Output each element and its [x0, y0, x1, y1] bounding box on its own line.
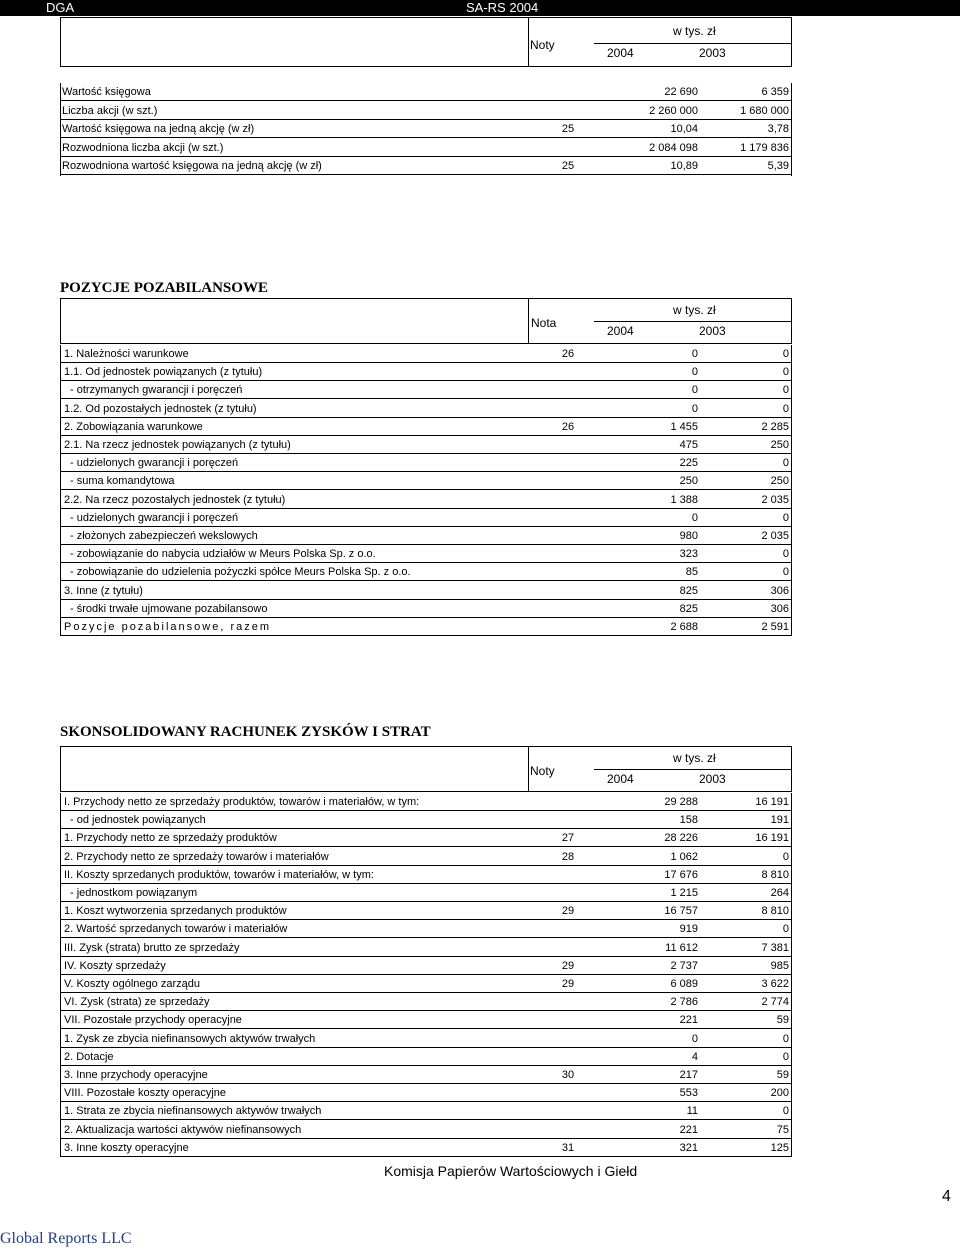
header-left: DGA: [46, 0, 75, 15]
table-row: [0, 491, 960, 509]
table-row: [0, 811, 960, 829]
table1-year2: 2003: [699, 46, 726, 60]
table-row: [0, 563, 960, 581]
row-value-2004: 1 215: [670, 887, 698, 899]
row-value-2004: 16 757: [664, 905, 698, 918]
row-value-2004: 11: [686, 1105, 698, 1118]
row-label: 2.1. Na rzecz jednostek powiązanych (z tytułu): [64, 439, 291, 451]
row-value-2004: 2 688: [670, 621, 698, 633]
table-row: [0, 957, 960, 975]
row-value-2003: 3 622: [761, 978, 789, 990]
table-row: [0, 1066, 960, 1084]
row-label: Wartość księgowa: [62, 86, 151, 98]
row-value-2003: 8 810: [761, 905, 789, 918]
row-value-2003: 75: [776, 1123, 789, 1136]
row-note: 25: [561, 160, 575, 172]
row-value-2004: 0: [691, 402, 698, 415]
row-label: I. Przychody netto ze sprzedaży produktów, towarów i materiałów, w tym:: [64, 796, 420, 808]
row-label: 1.2. Od pozostałych jednostek (z tytułu): [64, 402, 257, 415]
table-row: [0, 1139, 960, 1157]
row-label: - zobowiązanie do nabycia udziałów w Meurs Polska Sp. z o.o.: [70, 548, 376, 561]
table1-note-header: Noty: [530, 38, 555, 52]
row-value-2004: 1 062: [670, 850, 698, 863]
row-value-2004: 2 737: [670, 959, 698, 972]
row-label: II. Koszty sprzedanych produktów, towarów i materiałów, w tym:: [64, 868, 374, 881]
row-value-2004: 1 388: [670, 493, 698, 506]
row-note: 26: [561, 348, 575, 360]
row-value-2004: 1 455: [670, 420, 698, 433]
row-value-2004: 2 260 000: [649, 104, 698, 117]
row-value-2004: 321: [679, 1141, 698, 1154]
row-label: Rozwodniona wartość księgowa na jedną akcję (w zł): [62, 160, 322, 172]
row-label: - jednostkom powiązanym: [70, 887, 198, 899]
row-value-2004: 2 084 098: [649, 141, 698, 154]
table-row: [0, 600, 960, 618]
row-note: 25: [561, 123, 575, 135]
row-value-2003: 0: [782, 850, 789, 863]
table-row: [0, 939, 960, 957]
table1-year1: 2004: [607, 46, 634, 60]
table-row: [0, 120, 960, 138]
table-row: [0, 1048, 960, 1066]
table-row: [0, 363, 960, 381]
row-value-2003: 8 810: [761, 868, 789, 881]
row-label: 3. Inne (z tytułu): [64, 584, 143, 597]
row-value-2004: 4: [691, 1050, 698, 1063]
page-number: 4: [942, 1188, 951, 1205]
row-value-2004: 825: [679, 584, 698, 597]
table3-year2: 2003: [699, 772, 726, 786]
row-value-2004: 0: [691, 366, 698, 379]
row-value-2004: 6 089: [670, 978, 698, 990]
header-center: SA-RS 2004: [466, 0, 539, 15]
row-value-2003: 264: [770, 887, 789, 899]
table3-header-box: [60, 746, 792, 792]
row-value-2003: 2 285: [761, 420, 789, 433]
row-label: IV. Koszty sprzedaży: [64, 959, 166, 972]
row-label: 2. Aktualizacja wartości aktywów niefinansowych: [64, 1123, 302, 1136]
footer-text: Komisja Papierów Wartościowych i Giełd: [384, 1163, 638, 1179]
row-note: 30: [561, 1069, 575, 1081]
row-label: 1. Strata ze zbycia niefinansowych aktywów trwałych: [64, 1105, 322, 1118]
row-note: 29: [561, 978, 575, 990]
row-value-2003: 16 191: [755, 796, 789, 808]
row-label: 3. Inne koszty operacyjne: [64, 1141, 189, 1154]
row-value-2004: 2 786: [670, 996, 698, 1009]
table-row: [0, 472, 960, 490]
row-value-2003: 5,39: [767, 160, 789, 172]
row-value-2004: 10,04: [670, 123, 698, 135]
row-label: 1. Należności warunkowe: [64, 348, 189, 360]
row-label: V. Koszty ogólnego zarządu: [64, 978, 200, 990]
row-note: 31: [561, 1141, 575, 1154]
row-label: Liczba akcji (w szt.): [62, 104, 158, 117]
row-value-2003: 200: [770, 1087, 789, 1100]
row-value-2004: 0: [691, 1032, 698, 1045]
row-label: VII. Pozostałe przychody operacyjne: [64, 1014, 242, 1027]
row-label: - udzielonych gwarancji i poręczeń: [70, 511, 239, 524]
table2-year2: 2003: [699, 324, 726, 338]
row-label: 2. Zobowiązania warunkowe: [64, 420, 203, 433]
table2-year1: 2004: [607, 324, 634, 338]
table-row: [0, 866, 960, 884]
row-value-2003: 3,78: [767, 123, 789, 135]
row-value-2003: 0: [782, 402, 789, 415]
row-value-2003: 2 035: [761, 530, 789, 542]
row-value-2003: 0: [782, 1105, 789, 1118]
table-row: [0, 902, 960, 920]
table-row: [0, 793, 960, 811]
row-value-2003: 125: [770, 1141, 789, 1154]
row-label: - otrzymanych gwarancji i poręczeń: [70, 384, 243, 397]
row-label: 1.1. Od jednostek powiązanych (z tytułu): [64, 366, 263, 379]
table-row: [0, 400, 960, 418]
row-note: 28: [561, 850, 575, 863]
table-row: [0, 345, 960, 363]
row-value-2003: 1 179 836: [740, 141, 789, 154]
row-value-2003: 6 359: [761, 86, 789, 98]
row-note: 29: [561, 905, 575, 918]
table-row: [0, 975, 960, 993]
row-value-2004: 919: [679, 923, 698, 936]
row-value-2003: 0: [782, 566, 789, 579]
row-label: 2. Przychody netto ze sprzedaży towarów i materiałów: [64, 850, 329, 863]
table1-header-box: [60, 17, 792, 67]
row-value-2004: 0: [691, 348, 698, 360]
table-row: [0, 582, 960, 600]
table-row: [0, 1102, 960, 1120]
row-label: - udzielonych gwarancji i poręczeń: [70, 457, 239, 470]
table-row: [0, 1084, 960, 1102]
table2-note-header: Nota: [531, 316, 557, 330]
row-value-2003: 16 191: [755, 832, 789, 845]
table-row: [0, 993, 960, 1011]
row-value-2004: 85: [685, 566, 698, 579]
row-value-2003: 2 035: [761, 493, 789, 506]
row-value-2004: 250: [679, 475, 698, 488]
row-value-2003: 985: [770, 959, 789, 972]
row-value-2004: 0: [691, 384, 698, 397]
row-value-2004: 22 690: [664, 86, 698, 98]
row-value-2003: 250: [770, 475, 789, 488]
row-note: 29: [561, 959, 575, 972]
table-row: [0, 83, 960, 101]
row-value-2003: 0: [782, 511, 789, 524]
row-value-2003: 59: [776, 1014, 789, 1027]
row-label: - zobowiązanie do udzielenia pożyczki spółce Meurs Polska Sp. z o.o.: [70, 566, 411, 579]
row-value-2003: 191: [770, 814, 789, 827]
row-label: 1. Przychody netto ze sprzedaży produktów: [64, 832, 277, 845]
table-row: [0, 139, 960, 157]
table-row: [0, 848, 960, 866]
row-value-2003: 306: [770, 584, 789, 597]
table-row: [0, 1030, 960, 1048]
row-note: 26: [561, 420, 575, 433]
table-row: [0, 1121, 960, 1139]
row-label: 1. Zysk ze zbycia niefinansowych aktywów trwałych: [64, 1032, 316, 1045]
table-row: [0, 527, 960, 545]
row-label: VI. Zysk (strata) ze sprzedaży: [64, 996, 210, 1009]
row-label: Pozycje pozabilansowe, razem: [64, 621, 272, 633]
row-label: III. Zysk (strata) brutto ze sprzedaży: [64, 941, 240, 954]
row-value-2003: 2 591: [761, 621, 789, 633]
table2-header-box: [60, 298, 792, 344]
brand-watermark: Global Reports LLC: [0, 1230, 132, 1247]
row-value-2003: 0: [782, 1032, 789, 1045]
table3-unit: w tys. zł: [673, 751, 716, 765]
row-label: - suma komandytowa: [70, 475, 175, 488]
table2-unit: w tys. zł: [673, 303, 716, 317]
row-value-2003: 59: [776, 1069, 789, 1081]
row-value-2004: 825: [679, 602, 698, 615]
row-value-2003: 7 381: [761, 941, 789, 954]
row-value-2004: 158: [679, 814, 698, 827]
table-row: [0, 418, 960, 436]
row-value-2004: 29 288: [664, 796, 698, 808]
row-value-2003: 306: [770, 602, 789, 615]
table-row: [0, 884, 960, 902]
table3-note-header: Noty: [530, 764, 555, 778]
table-row: [0, 829, 960, 847]
row-value-2003: 0: [782, 366, 789, 379]
table-row: [0, 381, 960, 399]
row-label: 2. Wartość sprzedanych towarów i materiałów: [64, 923, 288, 936]
row-value-2004: 10,89: [670, 160, 698, 172]
row-value-2003: 2 774: [761, 996, 789, 1009]
table-row: [0, 102, 960, 120]
table-row: [0, 454, 960, 472]
table3-year1: 2004: [607, 772, 634, 786]
row-label: 3. Inne przychody operacyjne: [64, 1069, 208, 1081]
table-row: [0, 157, 960, 175]
row-label: VIII. Pozostałe koszty operacyjne: [64, 1087, 227, 1100]
row-label: - środki trwałe ujmowane pozabilansowo: [70, 602, 268, 615]
row-value-2004: 11 612: [665, 941, 698, 954]
row-label: Wartość księgowa na jedną akcję (w zł): [62, 123, 255, 135]
row-value-2004: 225: [679, 457, 698, 470]
row-value-2004: 217: [679, 1069, 698, 1081]
row-value-2003: 1 680 000: [740, 104, 789, 117]
table-row: [0, 920, 960, 938]
row-value-2004: 221: [679, 1014, 698, 1027]
table-row: [0, 1011, 960, 1029]
row-label: Rozwodniona liczba akcji (w szt.): [62, 141, 224, 154]
row-value-2004: 28 226: [664, 832, 698, 845]
row-label: 2. Dotacje: [64, 1050, 114, 1063]
row-value-2004: 17 676: [664, 868, 698, 881]
row-value-2004: 323: [679, 548, 698, 561]
row-note: 27: [561, 832, 575, 845]
row-label: 1. Koszt wytworzenia sprzedanych produktów: [64, 905, 287, 918]
row-value-2004: 0: [691, 511, 698, 524]
row-label: - złożonych zabezpieczeń wekslowych: [70, 530, 258, 542]
row-value-2004: 553: [679, 1087, 698, 1100]
row-value-2003: 0: [782, 1050, 789, 1063]
top-header-bar: [0, 0, 960, 16]
section-title-off-balance: POZYCJE POZABILANSOWE: [60, 280, 268, 296]
row-value-2004: 475: [679, 439, 698, 451]
row-value-2003: 250: [770, 439, 789, 451]
row-value-2004: 221: [679, 1123, 698, 1136]
row-value-2003: 0: [782, 384, 789, 397]
section-title-income-statement: SKONSOLIDOWANY RACHUNEK ZYSKÓW I STRAT: [60, 724, 431, 740]
row-value-2003: 0: [782, 923, 789, 936]
row-value-2003: 0: [782, 548, 789, 561]
row-value-2003: 0: [782, 457, 789, 470]
table-row: [0, 509, 960, 527]
table-row: [0, 618, 960, 636]
table-row: [0, 436, 960, 454]
table1-unit: w tys. zł: [673, 24, 716, 38]
table-row: [0, 545, 960, 563]
row-value-2003: 0: [782, 348, 789, 360]
row-label: - od jednostek powiązanych: [70, 814, 206, 827]
row-value-2004: 980: [679, 530, 698, 542]
row-label: 2.2. Na rzecz pozostałych jednostek (z tytułu): [64, 493, 286, 506]
